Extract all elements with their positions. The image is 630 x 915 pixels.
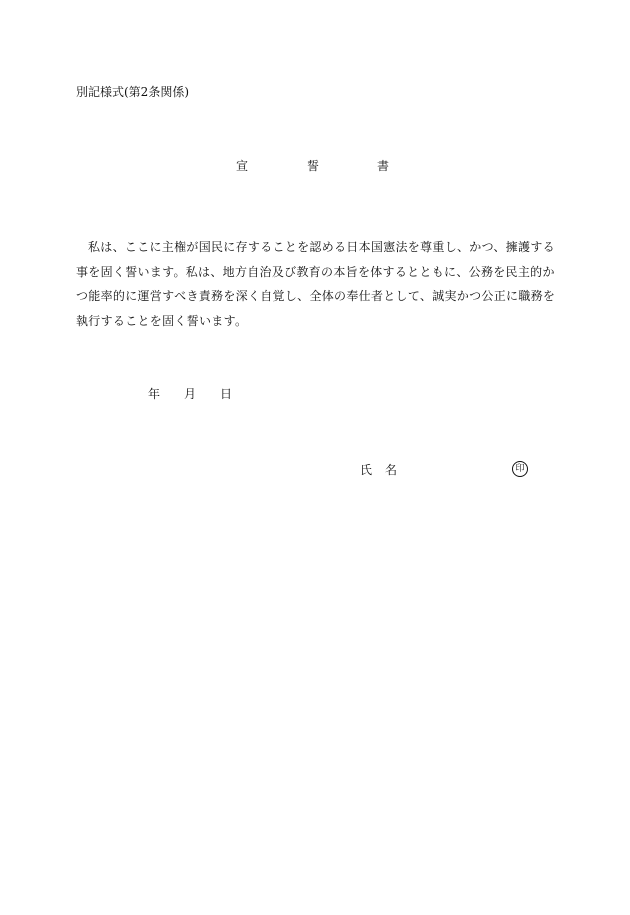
- document-title-char-2: 誓: [307, 159, 320, 173]
- name-label-second-char: 名: [385, 463, 398, 477]
- date-month-label: 月: [184, 387, 197, 401]
- date-year-label: 年: [148, 387, 161, 401]
- oath-paragraph: 私は、ここに主権が国民に存することを認める日本国憲法を尊重し、かつ、擁護する事を固く誓います。私は、地方自治及び教育の本旨を体するとともに、公務を民主的かつ能率的に運営すべき責務を深く自覚し、全体の奉仕者として、誠実かつ公正に職務を執行することを固く誓います。: [76, 240, 556, 328]
- form-reference-label: 別記様式(第2条関係): [76, 85, 189, 99]
- seal-stamp-mark: 印: [512, 461, 528, 477]
- date-day-label: 日: [220, 387, 233, 401]
- document-title-char-3: 書: [377, 159, 390, 173]
- document-title-char-1: 宣: [236, 159, 249, 173]
- name-label-first-char: 氏: [360, 463, 373, 477]
